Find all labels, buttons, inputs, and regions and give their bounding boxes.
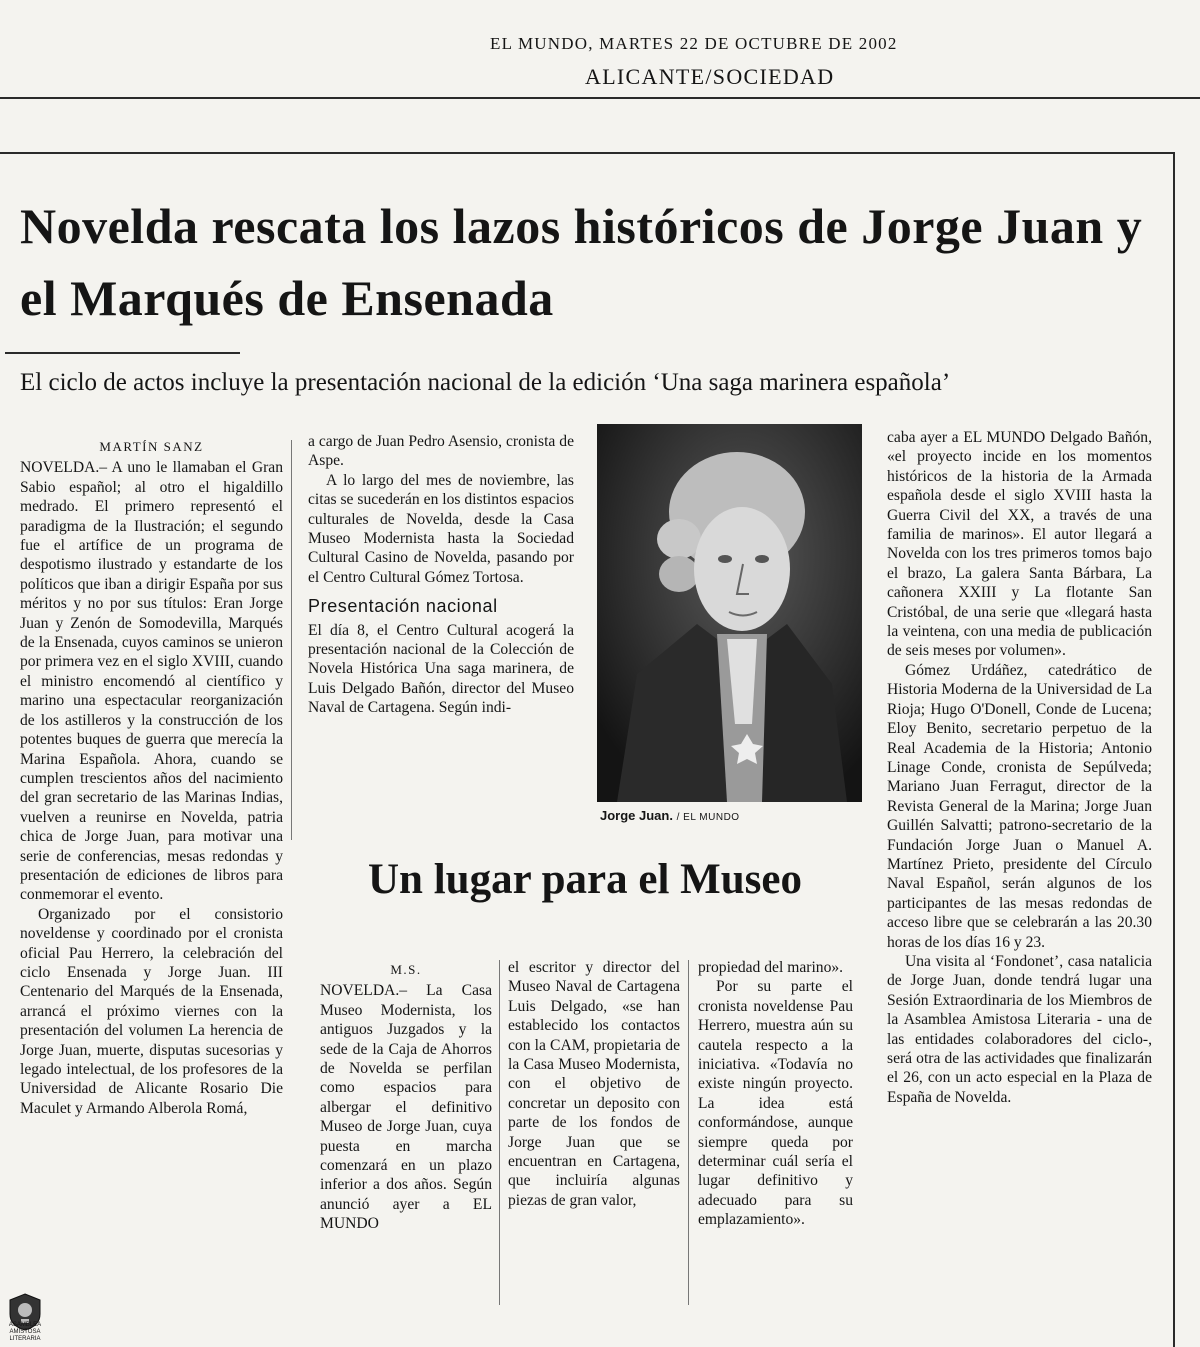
- paragraph: a cargo de Juan Pedro Asensio, cronista de Aspe.: [308, 433, 574, 470]
- paragraph: A lo largo del mes de noviembre, las citas se sucederán en los distintos espacios culturales de Novelda, desde la Casa Museo Modernista hasta la Sociedad Cultural Casino de Novelda, pasando por el Centro Cultural Gómez Tortosa.: [308, 471, 574, 586]
- seal-label: ASAMBLEA AMISTOSA LITERARIA: [8, 1322, 42, 1342]
- paragraph: el escritor y director del Museo Naval de Cartagena Luis Delgado, «se han establecido los contactos con la CAM, propietaria de la Casa Museo Modernista, con el objetivo de concretar un deposito con parte de los fondos de Jorge Juan que se encuentran en Cartagena, que incluiría algunas piezas de gran valor,: [508, 959, 680, 1209]
- box-title: Un lugar para el Museo: [368, 856, 802, 903]
- box-byline: M.S.: [390, 962, 422, 977]
- paragraph: Gómez Urdáñez, catedrático de Historia Moderna de la Universidad de La Rioja; Hugo O'Donell, Conde de Lucena; Eloy Benito, secretario perpetuo de la Real Academia de la Historia; Antonio Linage Conde, cronista de Sepúlveda; Mariano Juan Ferragut, director de la Revista General de la Marina; Jorge Juan Guillén Salvatti; patrono-secretario de la Fundación Jorge Juan o Manuel A. Martínez Prieto, presidente del Círculo Naval Español, serán algunos de los participantes de las mesas redondas de acceso libre que se celebrarán a las 20.30 horas de los días 16 y 23.: [887, 661, 1152, 951]
- header-rule: [0, 97, 1200, 99]
- article-column-4: [887, 428, 1152, 1107]
- article-column-1: [20, 437, 283, 1118]
- box-column-2: [508, 958, 680, 1210]
- section-subtitle: Presentación nacional: [308, 596, 498, 617]
- subheadline: El ciclo de actos incluye la presentación nacional de la edición ‘Una saga marinera española’: [20, 369, 951, 396]
- portrait-illustration: [597, 424, 862, 802]
- date-line: EL MUNDO, MARTES 22 DE OCTUBRE DE 2002: [490, 34, 898, 53]
- portrait-photo: [597, 424, 862, 802]
- byline: MARTÍN SANZ: [99, 439, 204, 454]
- paragraph: propiedad del marino».: [698, 959, 844, 976]
- caption-text: Jorge Juan.: [600, 808, 673, 823]
- paragraph: Por su parte el cronista noveldense Pau Herrero, muestra aún su cautela respecto a la iniciativa. «Todavía no existe ningún proyecto. La idea está conformándose, aunque siempre queda por determinar cuál sería el lugar definitivo y adecuado para su emplazamiento».: [698, 978, 853, 1229]
- box-column-1: [320, 960, 492, 1234]
- photo-credit: / EL MUNDO: [676, 812, 740, 823]
- frame-top-rule: [0, 152, 1175, 154]
- column-divider: [688, 960, 689, 1305]
- article-column-2: [308, 432, 574, 718]
- column-divider: [499, 960, 500, 1305]
- paragraph: NOVELDA.– La Casa Museo Modernista, los antiguos Juzgados y la sede de la Caja de Ahorros de Novelda se perfilan como espacios para albergar el definitivo Museo de Jorge Juan, cuya puesta en marcha comenzará en un plazo inferior a dos años. Según anunció ayer a EL MUNDO: [320, 982, 492, 1233]
- paragraph: Una visita al ‘Fondonet’, casa natalicia de Jorge Juan, donde tendrá lugar una Sesión Extraordinaria de los Miembros de la Asamblea Amistosa Literaria - una de las entidades colaboradores del ciclo-, será otra de las actividades que finalizarán el 26, con un acto especial en la Plaza de España de Novelda.: [887, 952, 1152, 1106]
- photo-caption: [600, 808, 740, 823]
- section-label: ALICANTE/SOCIEDAD: [585, 64, 835, 89]
- paragraph: caba ayer a EL MUNDO Delgado Bañón, «el proyecto incide en los momentos históricos de la historia de la Armada española desde el siglo XVIII hasta la Guerra Civil del XX, a través de una familia de marinos». El autor llegará a Novelda con los tres primeros tomos bajo el brazo, La galera Santa Bárbara, La cañonera XXIII y La flotante San Cristóbal, de una serie que «llegará hasta la veintena, con una media de publicación de seis meses por volumen».: [887, 429, 1152, 660]
- paragraph: NOVELDA.– A uno le llamaban el Gran Sabio español; al otro el higaldillo medrado. El primero representó el paradigma de la Ilustración; el segundo fue el artífice de un programa de despotismo ilustrado y estandarte de los políticos que iban a dirigir España por sus méritos y no por sus títulos: Eran Jorge Juan y Zenón de Somodevilla, Marqués de la Ensenada, cuyos caminos se unieron por primera vez en el siglo XVIII, cuando el ministro encomendó al científico y marino una espectacular reorganización de los astilleros y la construcción de los potentes buques de guerra que merecía la Marina Española. Ahora, cuando se cumplen trescientos años del nacimiento del gran secretario de las Marinas Indias, vuelven a reunirse en Novelda, patria chica de Jorge Juan, para motivar una serie de conferencias, mesas redondas y presentación de ediciones de libros para conmemorar el evento.: [20, 459, 283, 904]
- headline-rule: [5, 352, 240, 354]
- column-divider: [291, 440, 292, 840]
- headline: Novelda rescata los lazos históricos de Jorge Juan y el Marqués de Ensenada: [20, 198, 1143, 326]
- paragraph: El día 8, el Centro Cultural acogerá la presentación nacional de la Colección de Novela Histórica Una saga marinera, de Luis Delgado Bañón, director del Museo Naval de Cartagena. Según indi-: [308, 621, 574, 717]
- paragraph: Organizado por el consistorio noveldense y coordinado por el cronista oficial Pau Herrero, la celebración del ciclo Ensenada y Jorge Juan. III Centenario del Marqués de la Ensenada, arrancá el próximo viernes con la presentación del volumen La herencia de Jorge Juan, muerte, disputas sucesorias y legado intelectual, de los profesores de la Universidad de Alicante Rosario Die Maculet y Armando Alberola Romá,: [20, 905, 283, 1117]
- box-column-3: [698, 958, 853, 1230]
